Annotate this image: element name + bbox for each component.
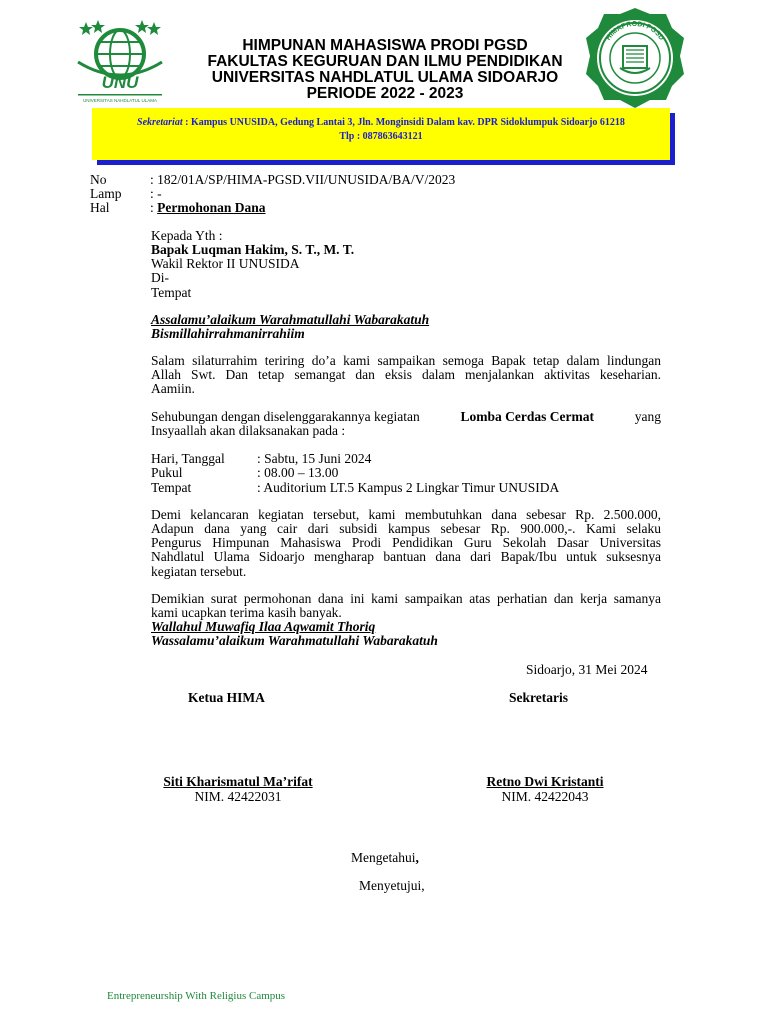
time-label: Pukul (151, 465, 183, 480)
bismillah: Bismillahirrahmanirrahiim (151, 326, 305, 341)
para4-line1: Demikian surat permohonan dana ini kami sampaikan atas perhatian dan kerja samanya (151, 591, 661, 606)
para1-line2: Allah Swt. Dan tetap semangat dan eksis dalam menjalankan aktivitas keseharian. (151, 367, 661, 382)
time-value: : 08.00 – 13.00 (257, 465, 339, 480)
lamp-label: Lamp (90, 186, 122, 201)
period-line: PERIODE 2022 - 2023 (306, 85, 464, 102)
org-name-line: HIMPUNAN MAHASISWA PRODI PGSD (242, 37, 528, 54)
svg-text:HIMAPRODI PGSD: HIMAPRODI PGSD (605, 20, 665, 42)
event-name: Lomba Cerdas Cermat (460, 409, 594, 424)
place-label: Tempat (151, 480, 192, 495)
right-signatory-role: Sekretaris (509, 690, 568, 705)
right-signatory-name: Retno Dwi Kristanti (486, 774, 604, 789)
svg-text:UNU: UNU (101, 73, 139, 92)
left-signatory-role: Ketua HIMA (188, 690, 265, 705)
opening-salam: Assalamu’alaikum Warahmatullahi Wabarakatuh (151, 312, 430, 327)
left-signatory-name: Siti Kharismatul Ma’rifat (163, 774, 313, 789)
menyetujui: Menyetujui, (359, 878, 425, 893)
para2-line2: Insyaallah akan dilaksanakan pada : (151, 423, 346, 438)
recipient-tempat: Tempat (151, 285, 192, 300)
secretariat-label: Sekretariat (137, 117, 183, 128)
para4-line2: kami ucapkan terima kasih banyak. (151, 605, 342, 620)
para1-line1: Salam silaturrahim teriring do’a kami sampaikan semoga Bapak tetap dalam lindungan (151, 353, 661, 368)
mengetahui: Mengetahui, (351, 850, 419, 865)
no-value: : 182/01A/SP/HIMA-PGSD.VII/UNUSIDA/BA/V/2023 (150, 172, 456, 187)
lamp-value: : - (150, 186, 162, 201)
para1-line3: Aamiin. (151, 381, 195, 396)
para3-line1: Demi kelancaran kegiatan tersebut, kami membutuhkan dana sebesar Rp. 2.500.000, (151, 507, 661, 522)
no-label: No (90, 172, 107, 187)
recipient-title: Wakil Rektor II UNUSIDA (151, 256, 300, 271)
closing-wassalam: Wassalamu’alaikum Warahmatullahi Wabarakatuh (151, 633, 438, 648)
para2-line1: Sehubungan dengan diselenggarakannya kegiatan Lomba Cerdas Cermat yang (151, 409, 661, 424)
kepada-yth: Kepada Yth : (151, 228, 223, 243)
para3-line3: Pengurus Himpunan Mahasiswa Prodi Pendidikan Guru Sekolah Dasar Universitas (151, 535, 661, 550)
para3-line2: Adapun dana yang cair dari subsidi kampus sebesar Rp. 900.000,-. Kami selaku (151, 521, 661, 536)
place-date: Sidoarjo, 31 Mei 2024 (526, 662, 648, 677)
faculty-line: FAKULTAS KEGURUAN DAN ILMU PENDIDIKAN (207, 53, 563, 70)
recipient-name: Bapak Luqman Hakim, S. T., M. T. (151, 242, 355, 257)
secretariat-address: Sekretariat : Kampus UNUSIDA, Gedung Lantai 3, Jln. Monginsidi Dalam kav. DPR Sidoklumpuk Sidoarjo 61218 (137, 117, 625, 128)
hal-label: Hal (90, 200, 110, 215)
recipient-di: Di- (151, 270, 169, 285)
svg-text:UNIVERSITAS NAHDLATUL ULAMA: UNIVERSITAS NAHDLATUL ULAMA (83, 98, 157, 103)
date-label: Hari, Tanggal (151, 451, 225, 466)
date-value: : Sabtu, 15 Juni 2024 (257, 451, 372, 466)
footer-tagline: Entrepreneurship With Religius Campus (107, 990, 286, 1002)
place-value: : Auditorium LT.5 Kampus 2 Lingkar Timur UNUSIDA (257, 480, 560, 495)
para3-line4: Nahdlatul Ulama Sidoarjo mengharap bantuan dana dari Bapak/Ibu untuk suksesnya (151, 549, 661, 564)
hal-value: : Permohonan Dana (150, 200, 266, 215)
secretariat-box (92, 108, 670, 160)
closing-wallahul: Wallahul Muwafiq Ilaa Aqwamit Thoriq (151, 619, 376, 634)
left-signatory-nim: NIM. 42422031 (194, 789, 282, 804)
right-signatory-nim: NIM. 42422043 (501, 789, 589, 804)
university-line: UNIVERSITAS NAHDLATUL ULAMA SIDOARJO (211, 69, 559, 86)
para3-line5: kegiatan tersebut. (151, 564, 247, 579)
secretariat-phone: Tlp : 087863643121 (339, 131, 423, 142)
